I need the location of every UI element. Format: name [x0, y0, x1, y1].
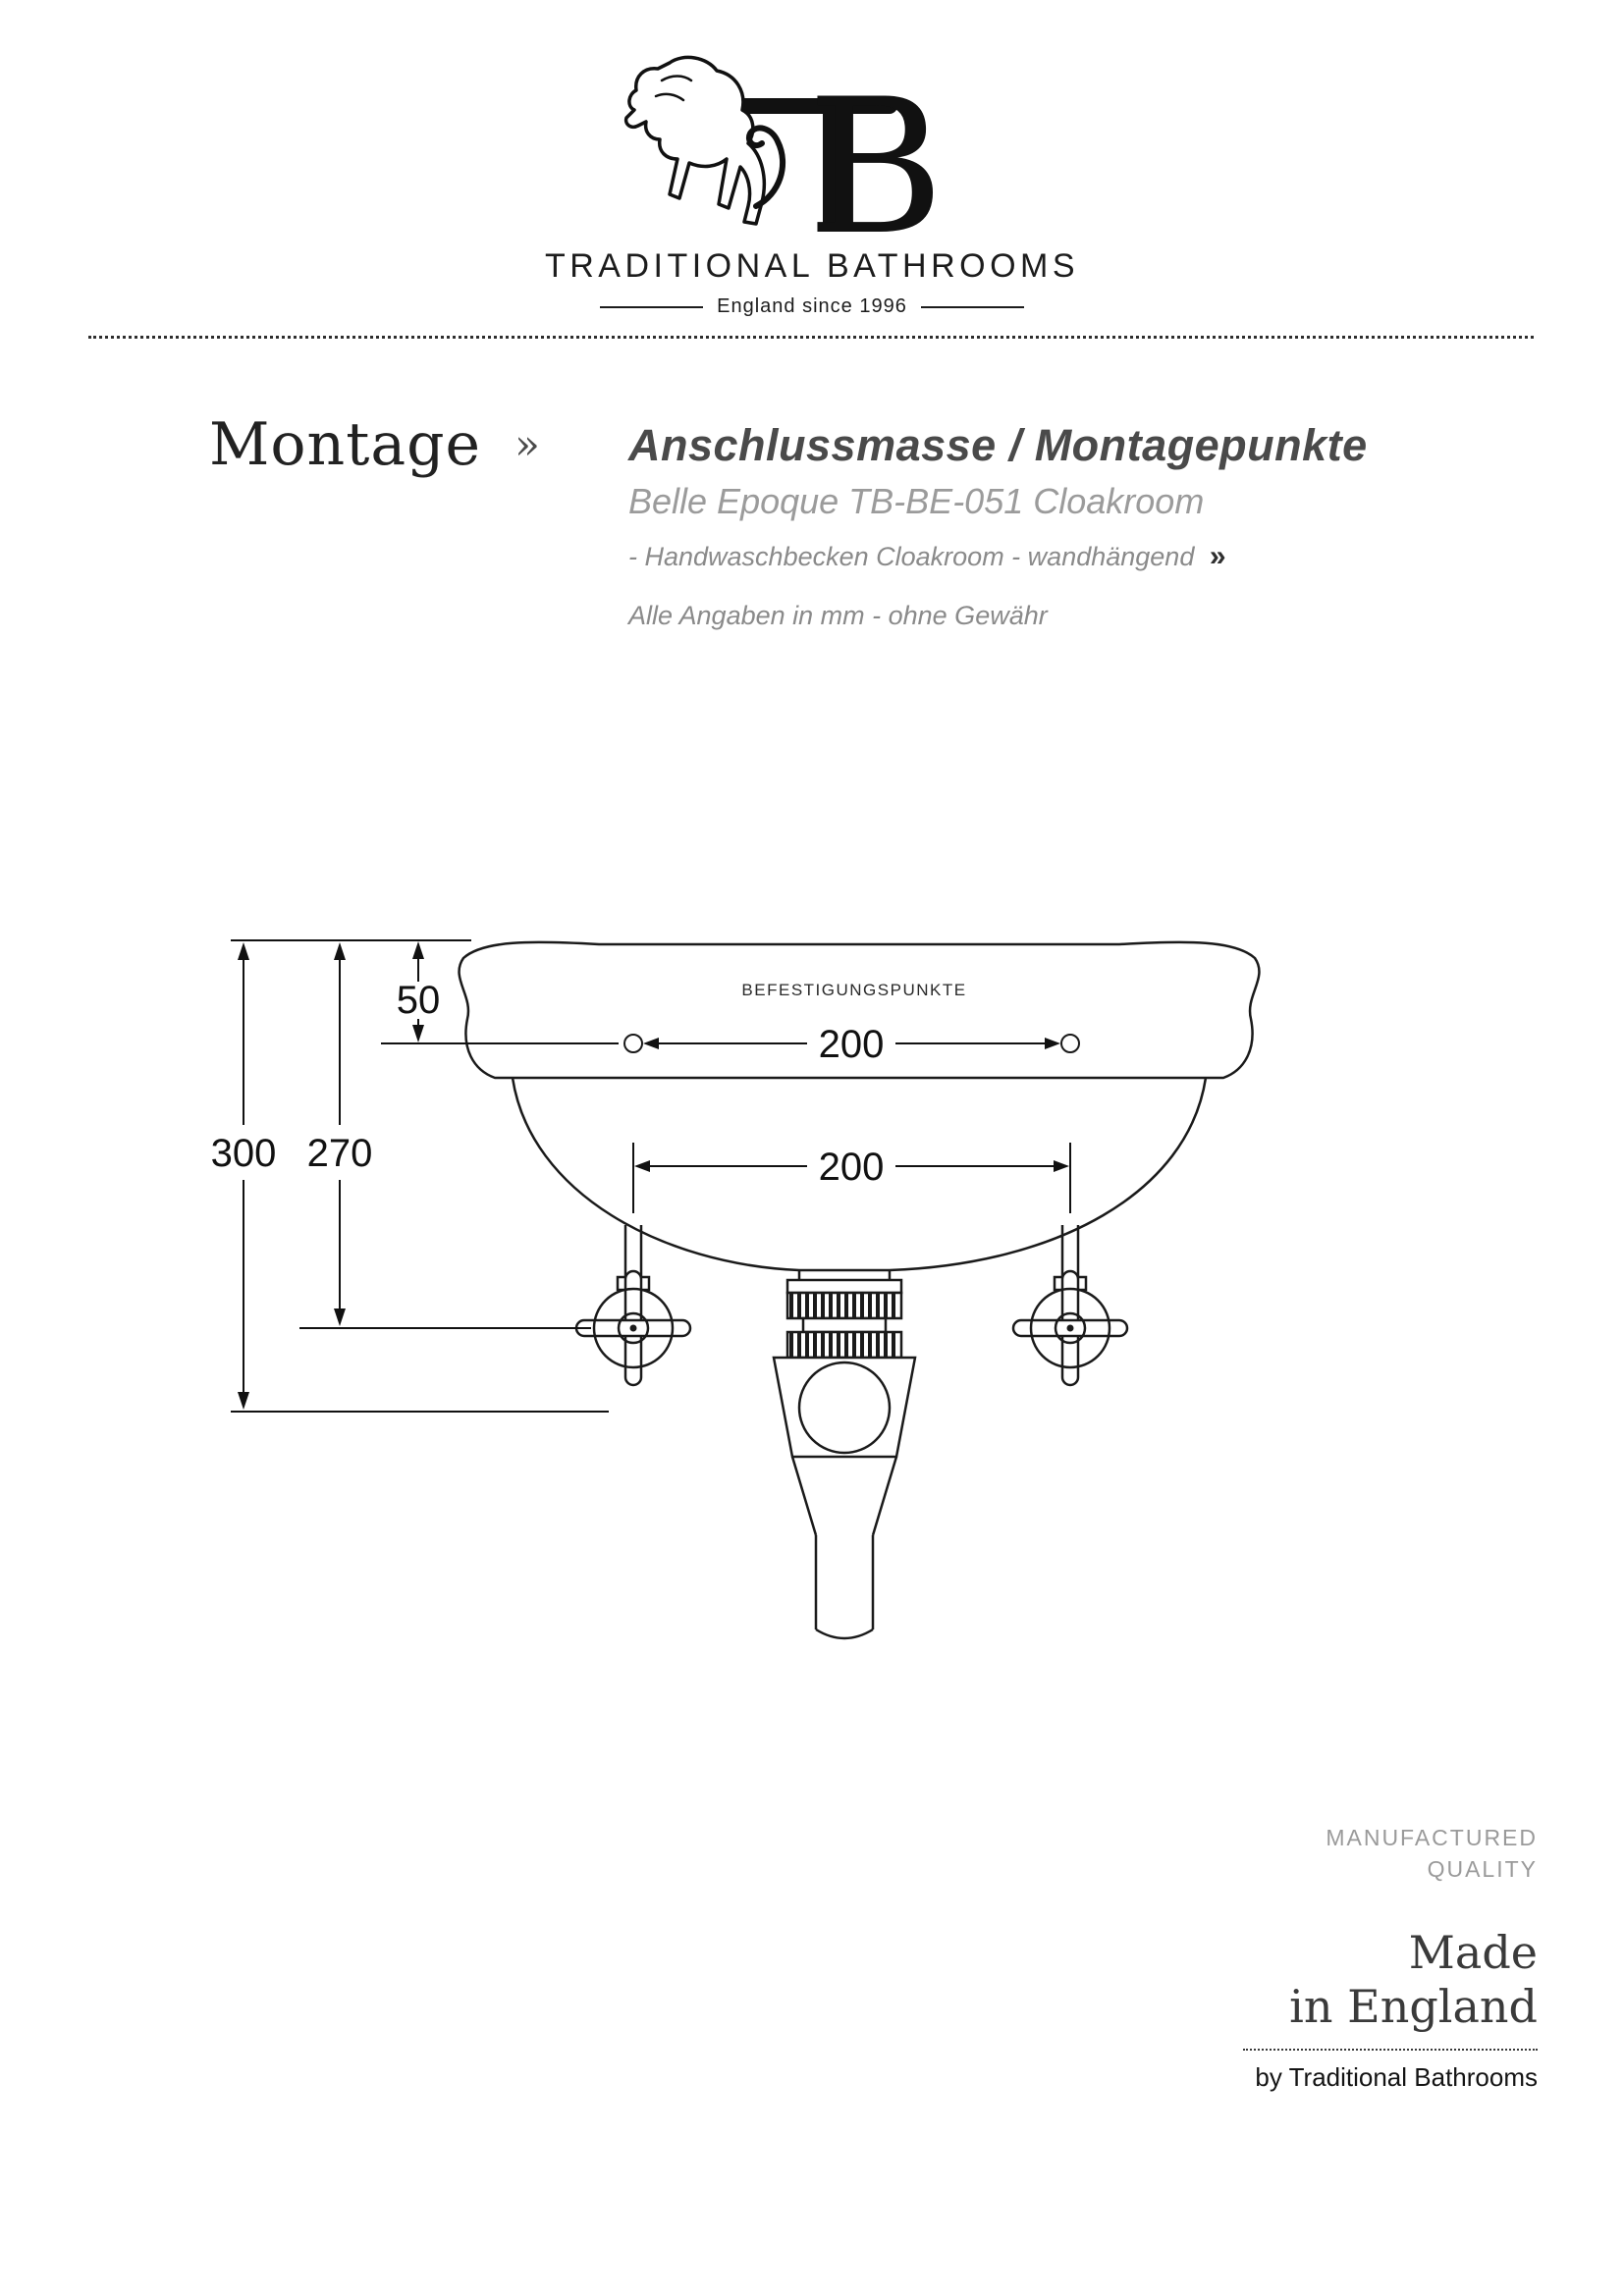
left-valve: [576, 1225, 690, 1385]
dimension-lines: [231, 940, 1070, 1412]
brand-tagline-row: [537, 295, 1087, 318]
dim-label-top-to-fixing: 50: [396, 979, 441, 1022]
right-valve: [1013, 1225, 1127, 1385]
tagline-rule-left: [600, 306, 703, 308]
brand-tagline: England since 1996: [717, 295, 907, 317]
chevron-right-icon: »: [1209, 540, 1226, 572]
dim-label-overall-height: 300: [210, 1132, 277, 1175]
quality-label: QUALITY: [1427, 1856, 1538, 1883]
fixing-points-label: BEFESTIGUNGSPUNKTE: [741, 981, 967, 999]
dimensions-note: Alle Angaben in mm - ohne Gewähr: [628, 601, 1048, 630]
brand-logo: [537, 49, 1087, 318]
page-title: Anschlussmasse / Montagepunkte: [628, 420, 1368, 470]
footer-block: [1106, 1822, 1538, 2093]
brand-name: TRADITIONAL BATHROOMS: [544, 247, 1080, 285]
fixing-hole-left: [624, 1035, 642, 1052]
dim-label-top-to-valve: 270: [306, 1132, 373, 1175]
section-heading: [209, 410, 541, 479]
made-line-1: Made: [1408, 1926, 1538, 1980]
product-variant: [628, 540, 1492, 573]
manufactured-label: MANUFACTURED: [1326, 1825, 1538, 1850]
monogram-letter: B: [807, 59, 945, 245]
made-in-england: [1106, 1926, 1538, 2033]
chevron-right-icon: »: [514, 420, 541, 468]
dim-label-tap-spacing: 200: [818, 1146, 885, 1189]
footer-dotted-rule: [1243, 2049, 1538, 2051]
product-variant-text: - Handwaschbecken Cloakroom - wandhängend: [628, 542, 1195, 571]
dotted-separator: [88, 336, 1534, 339]
tagline-rule-right: [921, 306, 1024, 308]
dimension-arrowheads: [238, 941, 1069, 1410]
waste-trap: [774, 1280, 915, 1638]
section-heading-text: Montage: [209, 410, 481, 479]
product-name: Belle Epoque TB-BE-051 Cloakroom: [628, 481, 1205, 521]
by-line: by Traditional Bathrooms: [1255, 2061, 1538, 2092]
dim-label-fixing-spacing: 200: [818, 1023, 885, 1066]
made-line-2: in England: [1289, 1979, 1538, 2033]
product-heading-block: [628, 420, 1492, 631]
fixing-hole-right: [1061, 1035, 1079, 1052]
lion-icon: [626, 57, 765, 224]
tb-monogram-lion-icon: [601, 49, 1023, 245]
technical-drawing: [137, 901, 1335, 1698]
